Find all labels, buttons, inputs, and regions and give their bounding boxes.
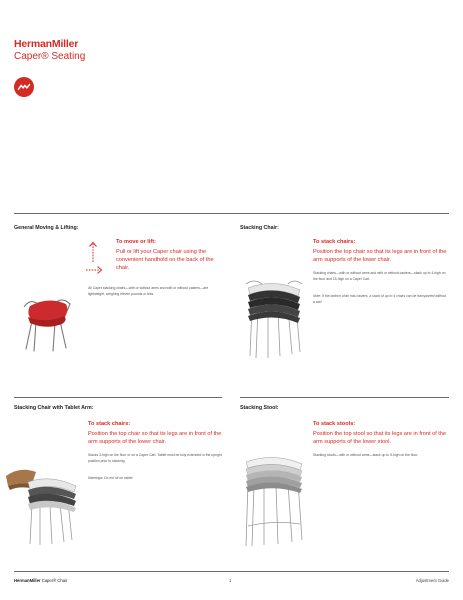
step-text-move: Pull or lift your Caper chair using the convenient handhold on the back of the chair. — [116, 249, 214, 272]
stacked-chairs-illustration — [244, 270, 306, 360]
section-title-stacking-chair: Stacking Chair: — [240, 225, 279, 231]
step-heading-tablet-stack: To stack chairs: — [88, 421, 131, 427]
herman-miller-logo-icon — [14, 77, 34, 97]
footer-guide-title: Adjustment Guide — [415, 578, 449, 583]
step-text-tablet-stack: Position the top chair so that its legs are in front of the arm supports of the lower chair. — [88, 431, 222, 446]
footer-product-name: Caper® Chair — [41, 578, 68, 583]
step-heading-move: To move or lift: — [116, 239, 156, 245]
step-text-stack-stools: Position the top stool so that its legs are in front of the arm supports of the lower stool. — [313, 431, 447, 446]
lift-arrow-icon — [88, 241, 98, 263]
brand-name: HermanMiller — [14, 38, 79, 50]
step-text-stack-chairs: Position the top chair so that its legs are in front of the arm supports of the lower chair. — [313, 249, 447, 264]
middle-divider-left — [14, 397, 222, 398]
section-title-moving: General Moving & Lifting: — [14, 225, 79, 231]
top-divider — [14, 213, 449, 214]
stacked-stools-illustration — [242, 448, 308, 548]
section-title-tablet-arm: Stacking Chair with Tablet Arm: — [14, 405, 94, 411]
step-heading-stack-stools: To stack stools: — [313, 421, 356, 427]
step-heading-stack-chairs: To stack chairs: — [313, 239, 356, 245]
footer-page-number: 1 — [229, 578, 232, 583]
note-stack-chairs: Stacking chairs—with or without arms and with or without casters—stack up to 4-high on the floor and 15-high on a Caper Cart. — [313, 271, 446, 281]
note-move: All Caper stacking chairs—with or without arms and with or without casters—are lightweight, weighing eleven pounds or less. — [88, 286, 209, 296]
pull-arrow-icon — [85, 262, 103, 272]
tablet-arm-chairs-illustration — [6, 464, 82, 546]
footer-brand-name: HermanMiller — [14, 578, 41, 583]
footer-brand — [14, 578, 67, 583]
red-chair-illustration — [22, 290, 74, 352]
note-tablet-stack: Stacks 3-high on the floor or on a Caper Cart. Tablet must be fully extended in the upright position prior to stacking. — [88, 453, 222, 463]
section-title-stacking-stool: Stacking Stool: — [240, 405, 279, 411]
note-stack-chairs-casters: Note: If the bottom chair has casters, a stack of up to 4 chairs can be transported without a cart. — [313, 294, 447, 304]
note-tablet-warning: Warnings: Do not sit on tablet. — [88, 476, 134, 480]
footer-divider — [14, 571, 449, 572]
product-name: Caper® Seating — [14, 51, 86, 62]
note-stack-stools: Stacking stools—with or without arms—stack up to 5-high on the floor. — [313, 453, 419, 457]
middle-divider-right — [240, 397, 449, 398]
